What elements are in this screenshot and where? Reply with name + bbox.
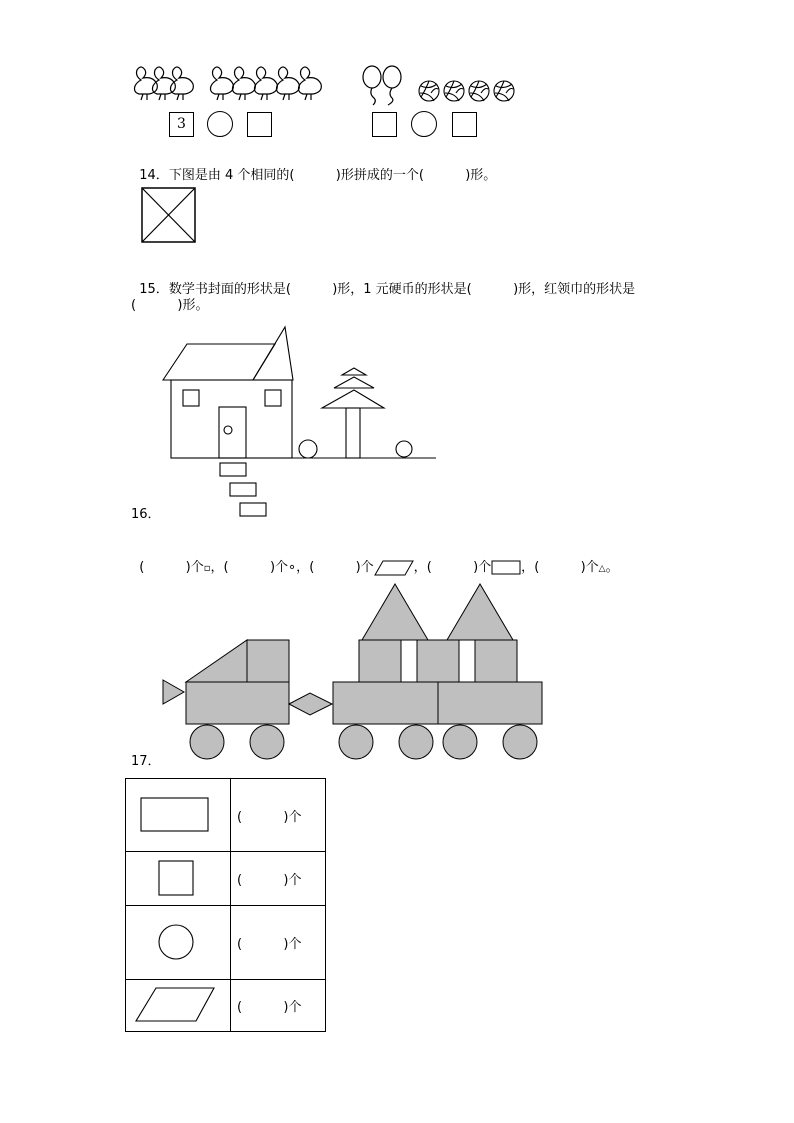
q17-number: 17．	[131, 754, 161, 769]
table-row	[126, 779, 326, 852]
window-left	[183, 390, 199, 406]
tree-middle-triangle	[334, 377, 374, 388]
shape-cell	[126, 906, 231, 980]
white-pillar-1	[401, 640, 417, 682]
ground-circle-1	[299, 440, 317, 458]
circle-shape	[126, 906, 230, 979]
parallelogram-shape	[126, 980, 230, 1031]
house-body	[171, 380, 292, 458]
table-row	[126, 906, 326, 980]
cab-triangle	[186, 640, 247, 682]
duck-icon	[299, 67, 322, 100]
parallelogram-icon	[374, 560, 414, 576]
q16-blank-parallelogram: ( )	[309, 560, 361, 575]
compare-circle-ducks[interactable]	[207, 111, 233, 137]
step-2	[230, 483, 256, 496]
house-scene	[160, 325, 440, 520]
shape-cell	[126, 852, 231, 906]
wheel-3	[339, 725, 373, 759]
small-square-icon: ▫	[203, 563, 211, 574]
train-front-triangle	[163, 680, 184, 704]
wheel-2	[250, 725, 284, 759]
shape-count-table	[125, 778, 326, 1032]
wagon-body-left	[333, 682, 438, 724]
q16-number: 16．	[131, 507, 161, 522]
q14-prompt	[131, 152, 496, 184]
volleyball-icon	[419, 81, 439, 101]
locomotive-body	[186, 682, 289, 724]
balloon-icon	[383, 66, 401, 105]
q14-square-figure	[141, 187, 196, 243]
duck-icon	[171, 67, 194, 100]
volleyballs-picture	[417, 79, 517, 104]
cargo-block-2	[417, 640, 459, 682]
roof-triangle	[253, 327, 293, 380]
cargo-block-1	[359, 640, 401, 682]
q14-number: 14．	[139, 168, 169, 183]
q15-text-line1: 数学书封面的形状是( )形，1 元硬币的形状是( )形，红领巾的形状是	[168, 282, 636, 297]
wagon-body-right	[438, 682, 542, 724]
answer-cell[interactable]: ( )个	[231, 980, 326, 1032]
volleyball-icon	[444, 81, 464, 101]
door-knob	[224, 426, 232, 434]
small-triangle-icon: △	[598, 564, 606, 574]
answer-box-ducks-left: 3	[169, 112, 194, 137]
duck-icon	[255, 67, 278, 100]
table-row	[126, 980, 326, 1032]
duck-icon	[277, 67, 300, 100]
q15-line2: ( )形。	[131, 298, 209, 313]
answer-cell[interactable]: ( )个	[231, 906, 326, 980]
q16-blank-circle: ( )	[223, 560, 276, 575]
wheel-1	[190, 725, 224, 759]
ducks-picture	[133, 62, 323, 104]
compare-circle-balloons[interactable]	[411, 111, 437, 137]
tree-bottom-triangle	[322, 390, 384, 408]
q14-text: 下图是由 4 个相同的( )形拼成的一个( )形。	[168, 168, 497, 183]
answer-cell[interactable]: ( )个	[231, 852, 326, 906]
balloons-picture	[360, 64, 406, 106]
shape-cell	[126, 779, 231, 852]
volleyball-icon	[494, 81, 514, 101]
rectangle-shape	[126, 779, 230, 851]
wheel-6	[503, 725, 537, 759]
door	[219, 407, 246, 458]
connector-rhombus	[289, 693, 332, 715]
volleyball-icon	[469, 81, 489, 101]
step-3	[240, 503, 266, 516]
window-right	[265, 390, 281, 406]
wheel-4	[399, 725, 433, 759]
roof-triangle-1	[362, 584, 428, 640]
roof-triangle-2	[447, 584, 513, 640]
q16-blank-rectangle: ( )	[426, 560, 479, 575]
answer-box-ducks-right[interactable]	[247, 112, 272, 137]
q15-number: 15．	[139, 282, 169, 297]
square-shape	[126, 852, 230, 905]
tree-top-triangle	[342, 368, 366, 375]
q15-line1	[131, 266, 635, 298]
cargo-block-3	[475, 640, 517, 682]
cab-square	[247, 640, 289, 682]
ground-circle-2	[396, 441, 412, 457]
wheel-5	[443, 725, 477, 759]
q16-blank-square: ( )	[139, 560, 191, 575]
answer-cell[interactable]: ( )个	[231, 779, 326, 852]
duck-icon	[233, 67, 256, 100]
answer-box-balls[interactable]	[452, 112, 477, 137]
q16-counting-line: ( )个▫，( )个∘，( )个 ，( )个 ，( )个△。	[139, 560, 619, 575]
small-circle-icon: ∘	[288, 560, 297, 575]
table-row	[126, 852, 326, 906]
white-pillar-2	[459, 640, 475, 682]
shape-cell	[126, 980, 231, 1032]
duck-icon	[211, 67, 234, 100]
answer-box-balloons[interactable]	[372, 112, 397, 137]
balloon-icon	[363, 66, 381, 105]
rectangle-icon	[491, 560, 521, 576]
roof-trapezoid	[163, 344, 275, 380]
tree-trunk	[346, 408, 360, 458]
step-1	[220, 463, 246, 476]
train-picture	[160, 582, 546, 762]
q16-blank-triangle: ( )	[534, 560, 586, 575]
